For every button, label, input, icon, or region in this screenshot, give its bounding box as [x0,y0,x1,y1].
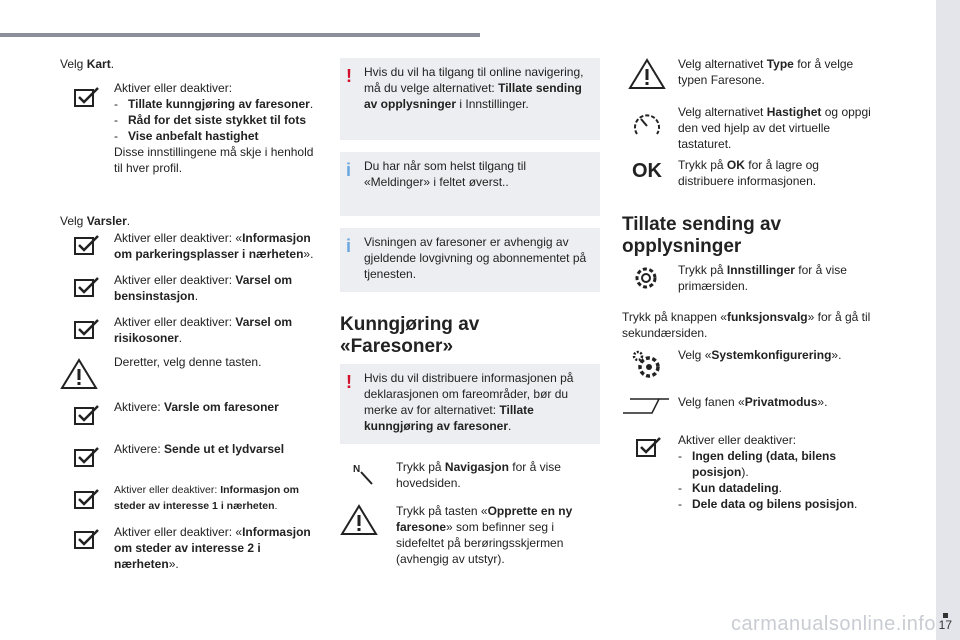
step-privatmodus: Velg fanen «Privatmodus». [678,395,828,409]
velg-varsler-line: Velg Varsler. [60,214,131,228]
info-icon: i [346,160,352,180]
side-margin-bar [936,0,960,640]
tab-icon [622,398,670,414]
warning-triangle-icon [60,358,98,390]
para-funksjonsvalg: Trykk på knappen «funksjonsvalg» for å gå til sekundærsiden. [622,310,871,340]
top-rule [0,33,480,37]
watermark: carmanualsonline.info [730,613,936,635]
speedometer-icon [632,110,662,140]
step-navigasjon: Trykk på Navigasjon for å vise hovedsiden. [396,460,561,490]
step-type: Velg alternativet Type for å velge typen Faresone. [678,57,854,87]
kart-options: Aktiver eller deaktiver: - Tillate kunngjøring av faresoner. - Råd for det siste stykket til fots - Vise anbefalt hastighet Disse innstillingene må skje i henhold til hver profil. [114,80,324,176]
warning-box-online-nav: ! Hvis du vil ha tilgang til online navigering, må du velge alternativet: Tillate sending av opplysninger i Innstillinger. [340,58,600,140]
checkbox-icon [74,86,100,108]
warning-triangle-icon [340,504,378,536]
ok-icon: OK [632,160,662,182]
checkbox-icon [74,528,100,550]
section-heading-faresoner: Kunngjøring av «Faresoner» [340,314,480,357]
checkbox-icon [74,446,100,468]
checkbox-icon [636,436,662,458]
checkbox-icon [74,404,100,426]
warning-box-distribuere: ! Hvis du vil distribuere informasjonen på deklarasjonen om fareområder, bør du merke av for alternativet: Tillate kunngjøring av faresoner. [340,364,600,444]
section-heading-opplysninger: Tillate sending av opplysninger [622,214,782,257]
navigation-north-icon [352,462,376,486]
info-box-faresoner: i Visningen av faresoner er avhengig av gjeldende lovgivning og abonnementet på tjenesten. [340,228,600,292]
svg-text:N: N [353,464,361,475]
item-varsle-faresoner: Aktivere: Varsle om faresoner [114,400,279,414]
velg-kart-line: Velg Kart. [60,57,115,71]
item-poi-1: Aktiver eller deaktiver: Informasjon om steder av interesse 1 i nærheten. [114,484,299,512]
exclamation-icon: ! [346,66,352,86]
privacy-options: Aktiver eller deaktiver: - Ingen deling (data, bilens posisjon). - Kun datadeling. - Dele data og bilens posisjon. [678,432,878,512]
info-icon: i [346,236,352,256]
warning-triangle-icon [628,58,666,90]
step-innstillinger: Trykk på Innstillinger for å vise primærsiden. [678,263,847,293]
step-ok: Trykk på OK for å lagre og distribuere informasjonen. [678,158,819,188]
item-parkering: Aktiver eller deaktiver: «Informasjon om parkeringsplasser i nærheten». [114,231,314,261]
item-bensin: Aktiver eller deaktiver: Varsel om bensinstasjon. [114,273,293,303]
item-deretter: Deretter, velg denne tasten. [114,355,262,369]
settings-gear-icon [632,264,660,292]
exclamation-icon: ! [346,372,352,392]
checkbox-icon [74,318,100,340]
item-poi-2: Aktiver eller deaktiver: «Informasjon om steder av interesse 2 i nærheten». [114,525,311,571]
item-risiko: Aktiver eller deaktiver: Varsel om risikosoner. [114,315,293,345]
system-configuration-icon [632,350,664,380]
step-systemkonfigurering: Velg «Systemkonfigurering». [678,348,842,362]
checkbox-icon [74,488,100,510]
step-hastighet: Velg alternativet Hastighet og oppgi den ved hjelp av det virtuelle tastaturet. [678,105,871,151]
item-lydvarsel: Aktivere: Sende ut et lydvarsel [114,442,285,456]
checkbox-icon [74,234,100,256]
page-number: 17 [938,618,952,632]
checkbox-icon [74,276,100,298]
info-box-meldinger: i Du har når som helst tilgang til «Meldinger» i feltet øverst.. [340,152,600,216]
step-opprette-faresone: Trykk på tasten «Opprette en ny faresone» som befinner seg i sidefeltet på berøringsskjermen (avhengig av utstyr). [396,504,573,566]
